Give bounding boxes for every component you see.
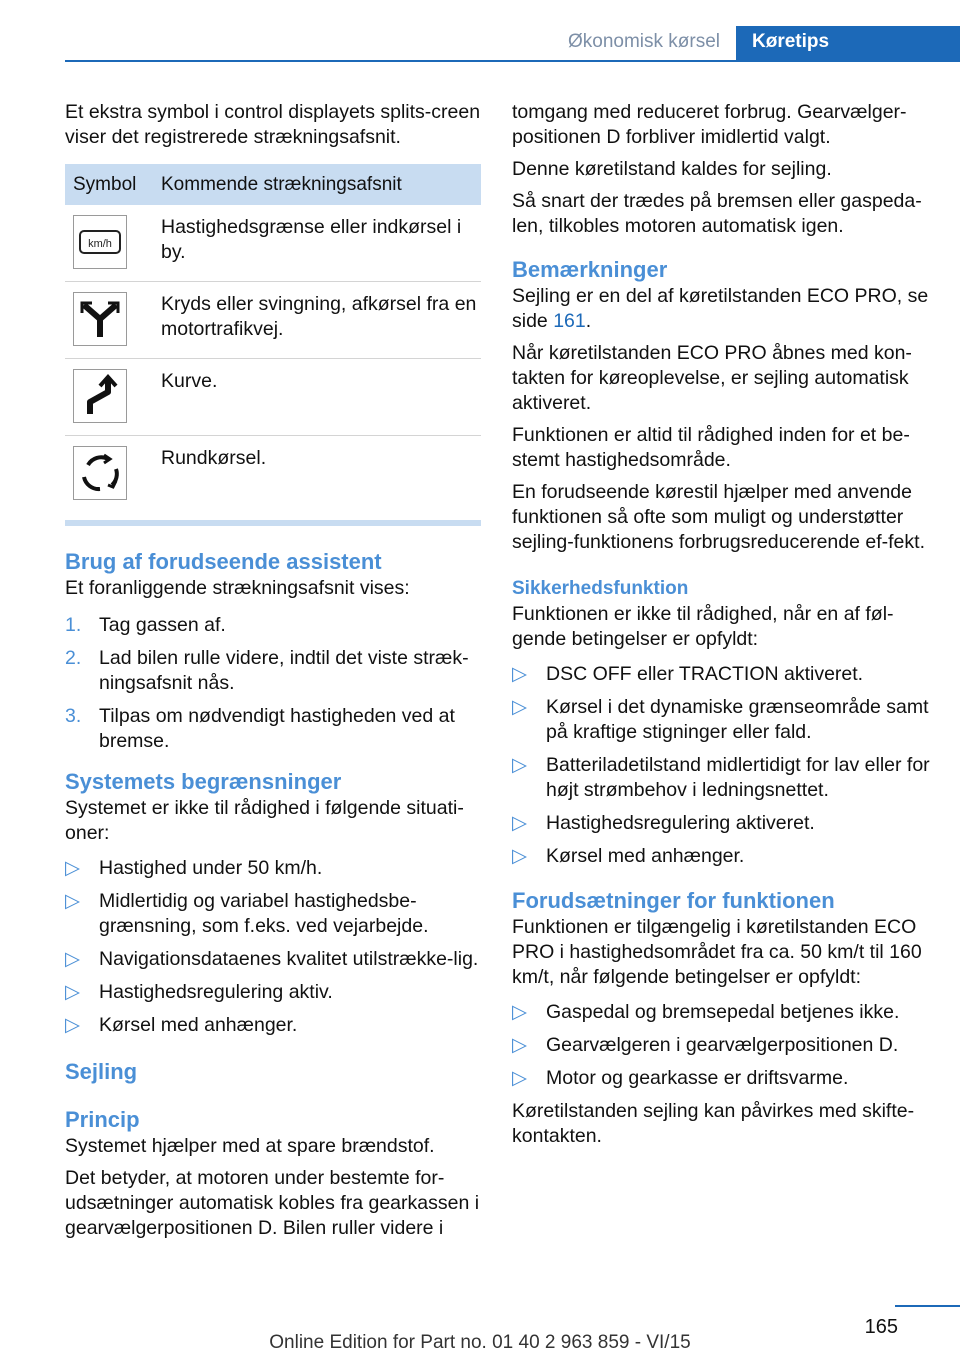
triangle-bullet-icon: ▷: [512, 663, 527, 685]
table-row: [65, 282, 481, 359]
limits-heading: Systemets begrænsninger: [65, 769, 342, 794]
symbol-table: [65, 164, 481, 512]
brug-text: Et foranliggende strækningsafsnit vises:: [65, 577, 410, 599]
step-text: Lad bilen rulle videre, indtil det viste stræk-ningsafsnit nås.: [99, 647, 469, 694]
right-text-1: tomgang med reduceret forbrug. Gearvælger-positionen D forbliver imidlertid valgt.: [512, 101, 907, 148]
list-item: [512, 1033, 930, 1058]
list-item-text: Gearvælgeren i gearvælgerpositionen D.: [546, 1034, 899, 1056]
list-item: [65, 646, 481, 696]
triangle-bullet-icon: ▷: [512, 1034, 527, 1056]
closing-text: Køretilstanden sejling kan påvirkes med skifte-kontakten.: [512, 1100, 915, 1147]
table-row: [65, 205, 481, 282]
list-item: [65, 980, 481, 1005]
limits-list: [65, 856, 481, 1038]
list-item-text: Motor og gearkasse er driftsvarme.: [546, 1067, 849, 1089]
table-row: [65, 436, 481, 513]
safety-text: Funktionen er ikke til rådighed, når en af føl-gende betingelser er opfyldt:: [512, 603, 894, 650]
page-link-161[interactable]: 161: [553, 310, 586, 332]
list-item-text: Kørsel med anhænger.: [546, 845, 745, 867]
prereq-text: Funktionen er tilgængelig i køretilstanden ECO PRO i hastighedsområdet fra ca. 50 km/t til 160 km/t, når følgende betingelser er opfyldt:: [512, 916, 922, 988]
step-number: 1.: [65, 614, 82, 636]
princip-text-1: Systemet hjælper med at spare brændstof.: [65, 1135, 435, 1157]
list-item-text: Kørsel med anhænger.: [99, 1014, 298, 1036]
list-item: [512, 662, 930, 687]
step-number: 3.: [65, 705, 82, 727]
prereq-list: [512, 1000, 930, 1091]
list-item: [512, 753, 930, 803]
footer-rule: [895, 1305, 960, 1307]
header-chapter-tab[interactable]: Køretips: [736, 26, 960, 62]
speed-limit-kmh-icon: [73, 215, 127, 269]
list-item-text: Midlertidig og variabel hastighedsbe-grænsning, som f.eks. ved vejarbejde.: [99, 890, 429, 937]
notes-text-3: Funktionen er altid til rådighed inden for et be-stemt hastighedsområde.: [512, 424, 910, 471]
list-item-text: Hastighed under 50 km/h.: [99, 857, 323, 879]
notes-heading: Bemærkninger: [512, 257, 668, 282]
notes-text-2: Når køretilstanden ECO PRO åbnes med kon-takten for køreoplevelse, er sejling automatisk aktiveret.: [512, 342, 912, 414]
header-rule: [65, 60, 960, 62]
list-item-text: Navigationsdataenes kvalitet utilstrække-lig.: [99, 948, 479, 970]
list-item: [65, 856, 481, 881]
list-item: [65, 704, 481, 754]
step-text: Tilpas om nødvendigt hastigheden ved at bremse.: [99, 705, 455, 752]
prereq-heading: Forudsætninger for funktionen: [512, 888, 835, 913]
notes-text-1-end: .: [585, 310, 592, 332]
list-item: [65, 947, 481, 972]
triangle-bullet-icon: ▷: [512, 696, 527, 718]
list-item: [512, 1000, 930, 1025]
table-header-section: Kommende strækningsafsnit: [161, 164, 481, 205]
list-item: [512, 695, 930, 745]
roundabout-icon: [73, 446, 127, 500]
triangle-bullet-icon: ▷: [512, 1001, 527, 1023]
step-number: 2.: [65, 647, 82, 669]
list-item-text: DSC OFF eller TRACTION aktiveret.: [546, 663, 864, 685]
triangle-bullet-icon: ▷: [512, 754, 527, 776]
table-cell-text: Rundkørsel.: [161, 447, 267, 469]
triangle-bullet-icon: ▷: [65, 981, 80, 1003]
limits-text: Systemet er ikke til rådighed i følgende situati-oner:: [65, 797, 464, 844]
sejling-heading: Sejling: [65, 1059, 138, 1084]
steps-list: [65, 613, 481, 754]
princip-text-2: Det betyder, at motoren under bestemte for-udsætninger automatisk kobles fra gearkassen i gearvælgerpositionen D. Bilen ruller videre i: [65, 1167, 480, 1239]
list-item: [512, 1066, 930, 1091]
table-cell-text: Kryds eller svingning, afkørsel fra en motortrafikvej.: [161, 282, 481, 359]
list-item: [65, 613, 481, 638]
list-item: [512, 844, 930, 869]
triangle-bullet-icon: ▷: [65, 948, 80, 970]
table-cell-text: Hastighedsgrænse eller indkørsel i by.: [161, 205, 481, 282]
triangle-bullet-icon: ▷: [512, 1067, 527, 1089]
edition-footer: Online Edition for Part no. 01 40 2 963 859 - VI/15: [269, 1332, 691, 1353]
speed-limit-label: km/h: [88, 238, 112, 250]
header-section-title: Økonomisk kørsel: [567, 31, 720, 52]
triangle-bullet-icon: ▷: [512, 812, 527, 834]
table-header-row: [65, 164, 481, 205]
triangle-bullet-icon: ▷: [65, 890, 80, 912]
table-header-symbol: Symbol: [65, 164, 161, 205]
notes-text-4: En forudseende kørestil hjælper med anvende funktionen så ofte som muligt og understøtter sejling-funktionens forbrugsreducerende ef-fekt.: [512, 481, 925, 553]
notes-text-1-part: Sejling er en del af køretilstanden ECO PRO, se side: [512, 285, 929, 332]
safety-list: [512, 662, 930, 869]
princip-heading: Princip: [65, 1107, 140, 1132]
triangle-bullet-icon: ▷: [512, 845, 527, 867]
list-item: [65, 889, 481, 939]
list-item: [65, 1013, 481, 1038]
junction-icon: [73, 292, 127, 346]
right-column: [512, 100, 930, 1156]
page-number: 165: [864, 1316, 898, 1338]
intro-text: Et ekstra symbol i control displayets splits-creen viser det registrerede strækningsafsnit.: [65, 101, 481, 148]
list-item-text: Kørsel i det dynamiske grænseområde samt på kraftige stigninger eller fald.: [546, 696, 929, 743]
list-item-text: Batteriladetilstand midlertidigt for lav eller for højt strømbehov i ledningsnettet.: [546, 754, 930, 801]
right-text-2: Denne køretilstand kaldes for sejling.: [512, 158, 832, 180]
list-item-text: Hastighedsregulering aktiv.: [99, 981, 333, 1003]
page-header: [65, 26, 960, 62]
triangle-bullet-icon: ▷: [65, 857, 80, 879]
safety-heading: Sikkerhedsfunktion: [512, 578, 689, 599]
notes-text-1: [512, 284, 930, 334]
right-text-3: Så snart der trædes på bremsen eller gaspeda-len, tilkobles motoren automatisk igen.: [512, 190, 922, 237]
table-cell-text: Kurve.: [161, 359, 481, 436]
table-row: [65, 359, 481, 436]
triangle-bullet-icon: ▷: [65, 1014, 80, 1036]
step-text: Tag gassen af.: [99, 614, 226, 636]
list-item-text: Gaspedal og bremsepedal betjenes ikke.: [546, 1001, 900, 1023]
list-item-text: Hastighedsregulering aktiveret.: [546, 812, 815, 834]
left-column: [65, 100, 481, 1248]
list-item: [512, 811, 930, 836]
curve-icon: [73, 369, 127, 423]
brug-heading: Brug af forudseende assistent: [65, 549, 382, 574]
